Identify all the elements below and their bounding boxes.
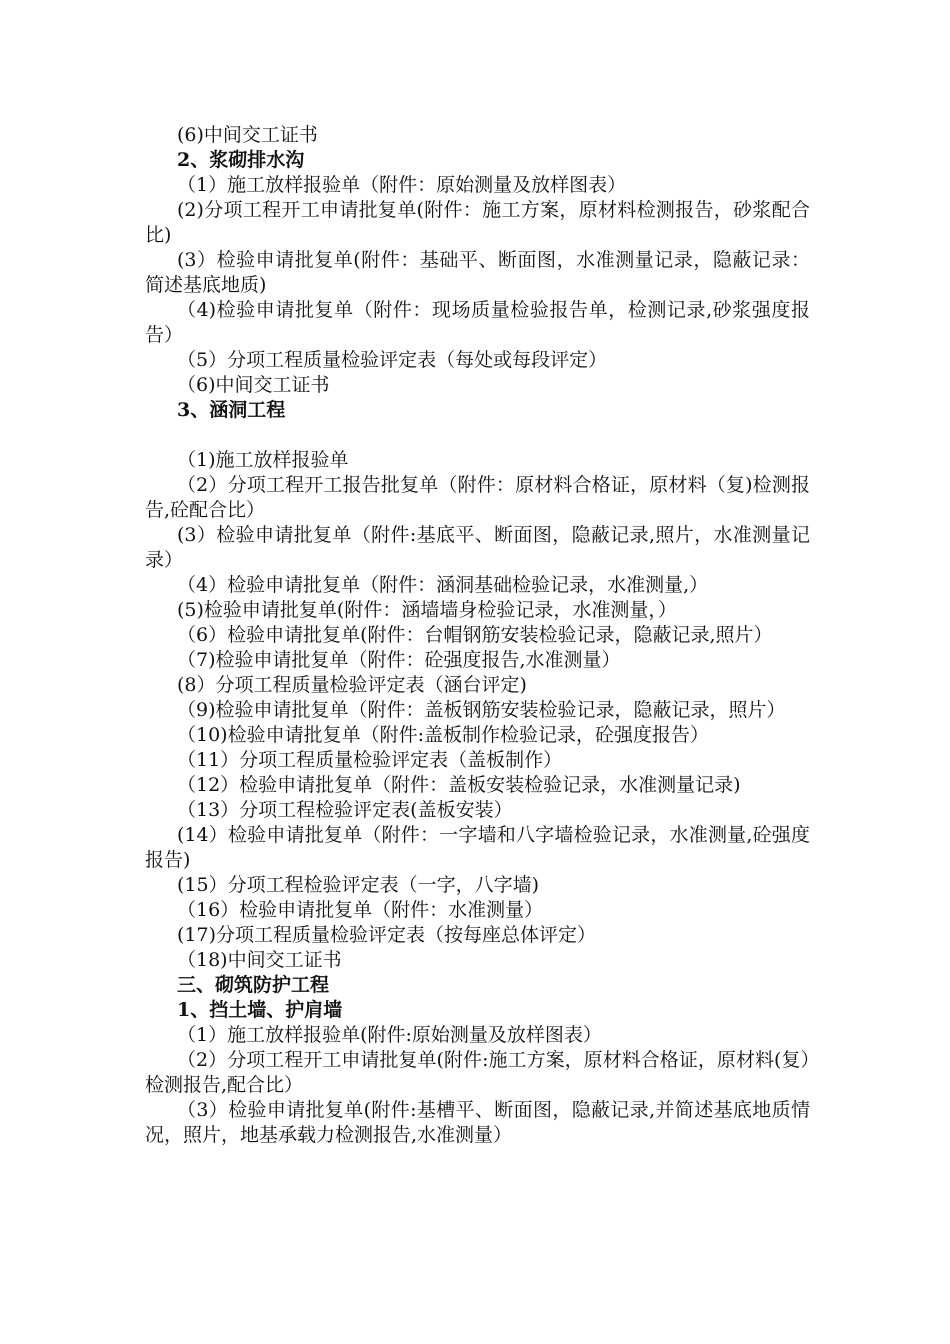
list-item: （18)中间交工证书 [177, 949, 342, 971]
list-item: （1）施工放样报验单(附件:原始测量及放样图表） [177, 1024, 602, 1046]
list-item: （9)检验申请批复单（附件：盖板钢筋安装检验记录，隐蔽记录，照片） [177, 699, 786, 721]
list-item: （7)检验申请批复单（附件：砼强度报告,水准测量） [177, 649, 621, 671]
list-item: (2)分项工程开工申请批复单(附件：施工方案，原材料检测报告，砂浆配合比) [145, 199, 810, 246]
list-item: (8）分项工程质量检验评定表（涵台评定) [177, 674, 527, 696]
list-item: (15）分项工程检验评定表（一字，八字墙) [177, 874, 540, 896]
list-item: （16）检验申请批复单（附件：水准测量） [177, 899, 544, 921]
section-heading: 2、浆砌排水沟 [177, 149, 305, 171]
list-item: (6)中间交工证书 [177, 124, 318, 146]
list-item: （2）分项工程开工申请批复单(附件:施工方案，原材料合格证，原材料(复）检测报告,配合比） [145, 1049, 810, 1096]
list-item: (3）检验申请批复单(附件：基础平、断面图，水准测量记录，隐蔽记录：简述基底地质) [145, 249, 810, 296]
list-item: （4)检验申请批复单（附件：现场质量检验报告单，检测记录,砂浆强度报告） [145, 299, 810, 346]
list-item: （11）分项工程质量检验评定表（盖板制作） [177, 749, 563, 771]
blank-line [145, 423, 810, 448]
list-item: (3）检验申请批复单（附件:基底平、断面图，隐蔽记录,照片，水准测量记录） [145, 524, 810, 571]
document-body [145, 123, 810, 1148]
list-item: （12）检验申请批复单（附件：盖板安装检验记录，水准测量记录) [177, 774, 741, 796]
list-item: (5)检验申请批复单(附件：涵墙墙身检验记录，水准测量，） [177, 599, 677, 621]
list-item: （13）分项工程检验评定表(盖板安装） [177, 799, 513, 821]
list-item: （1）施工放样报验单（附件：原始测量及放样图表） [177, 174, 627, 196]
list-item: （10)检验申请批复单（附件:盖板制作检验记录，砼强度报告） [177, 724, 709, 746]
section-heading: 1、挡土墙、护肩墙 [177, 999, 343, 1021]
list-item: （1)施工放样报验单 [177, 449, 349, 471]
section-heading: 3、涵洞工程 [177, 399, 286, 421]
list-item: (14）检验申请批复单（附件：一字墙和八字墙检验记录，水准测量,砼强度报告) [145, 824, 810, 871]
chapter-heading: 三、砌筑防护工程 [177, 974, 330, 996]
list-item: （6）检验申请批复单(附件：台帽钢筋安装检验记录，隐蔽记录,照片） [177, 624, 773, 646]
list-item: (17)分项工程质量检验评定表（按每座总体评定） [177, 924, 597, 946]
list-item: （6)中间交工证书 [177, 374, 330, 396]
list-item: （4）检验申请批复单（附件：涵洞基础检验记录，水准测量,） [177, 574, 709, 596]
list-item: （2）分项工程开工报告批复单（附件：原材料合格证，原材料（复)检测报告,砼配合比） [145, 474, 810, 521]
list-item: （5）分项工程质量检验评定表（每处或每段评定） [177, 349, 608, 371]
list-item: （3）检验申请批复单(附件:基槽平、断面图，隐蔽记录,并简述基底地质情况，照片，地基承载力检测报告,水准测量） [145, 1099, 810, 1146]
